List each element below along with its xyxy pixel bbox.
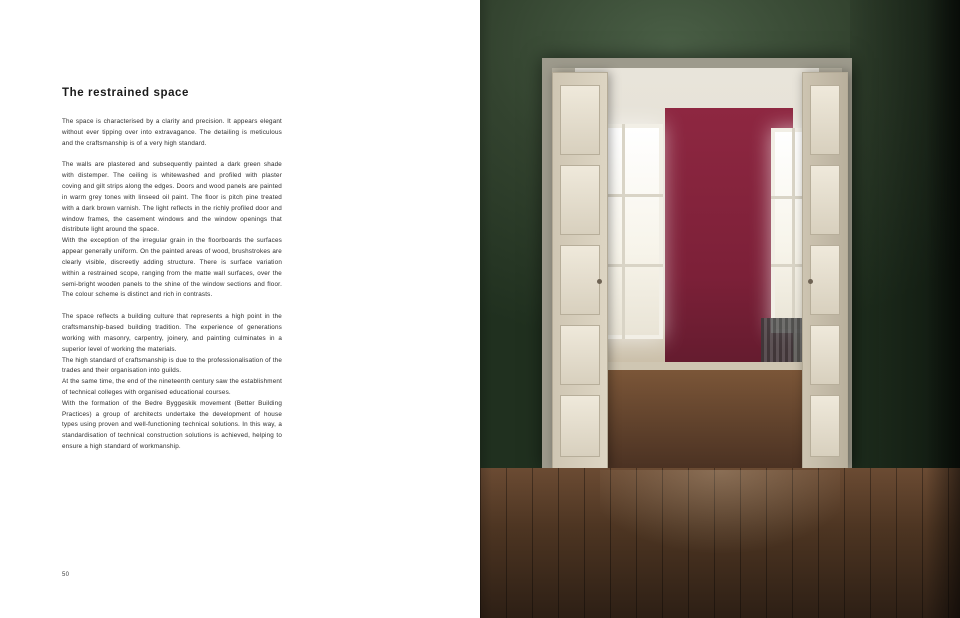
door-panel: [560, 395, 600, 457]
page-number: 50: [62, 572, 70, 578]
body-paragraph: The walls are plastered and subsequently painted a dark green shade with distemper. The ceiling is whitewashed and profiled with plaster coving and gilt strips along the edges. Doors and wood panels are painted in warm grey tones with linseed oil paint. The floor is pitch pine treated with a dark brown varnish. The light reflects in the richly profiled door and window frames, the casement windows and the window openings that distribute light around the space.: [62, 161, 282, 234]
interior-photograph: [480, 0, 960, 618]
page-title: The restrained space: [62, 87, 190, 99]
door-panel: [810, 395, 840, 457]
body-paragraph: With the formation of the Bedre Byggeskik movement (Better Building Practices) a group of architects undertake the development of house types using proven and well-functioning technical solutions. In this way, a standardisation of technical construction solutions is achieved, helping to ensure a high standard of workmanship.: [62, 399, 282, 451]
door-panel: [560, 85, 600, 155]
body-paragraph: With the exception of the irregular grain in the floorboards the surfaces appear generally uniform. On the painted areas of wood, brushstrokes are clearly visible, discreetly adding structure. There is surface variation within a restrained scope, ranging from the matte wall surfaces, over the semi-bright wooden panels to the shine of the window sections and floor. The colour scheme is distinct and rich in contrasts.: [62, 237, 282, 299]
body-paragraph: The space reflects a building culture that represents a high point in the craftsmanship-based building tradition. The experience of generations working with masonry, carpentry, joinery, and painting culminates in a superior level of working the materials.: [62, 313, 282, 353]
floor-light-reflection: [600, 470, 840, 618]
right-page: [480, 0, 960, 618]
text-column: [62, 86, 282, 464]
door-panel: [810, 245, 840, 315]
window-mullion-vertical: [622, 124, 625, 339]
door-panel: [560, 245, 600, 315]
body-paragraph: The high standard of craftsmanship is due to the professionalisation of the trades and their organisation into guilds.: [62, 356, 282, 375]
door-panel: [810, 85, 840, 155]
window-mullion-vertical: [792, 128, 795, 333]
body-paragraph: At the same time, the end of the nineteenth century saw the establishment of technical colleges with organised educational courses.: [62, 378, 283, 396]
door-knob: [808, 279, 813, 284]
door-panel: [560, 325, 600, 385]
door-knob: [597, 279, 602, 284]
door-panel: [810, 325, 840, 385]
door-leaf-right: [802, 72, 848, 470]
body-paragraph: The space is characterised by a clarity and precision. It appears elegant without ever tipping over into extravagance. The detailing is meticulous and the craftsmanship is of a very high standard.: [62, 117, 282, 147]
inner-room-floor: [575, 370, 819, 470]
inner-room: [575, 68, 819, 470]
door-panel: [810, 165, 840, 235]
door-leaf-left: [552, 72, 608, 470]
door-panel: [560, 165, 600, 235]
photo-vignette: [926, 0, 960, 618]
